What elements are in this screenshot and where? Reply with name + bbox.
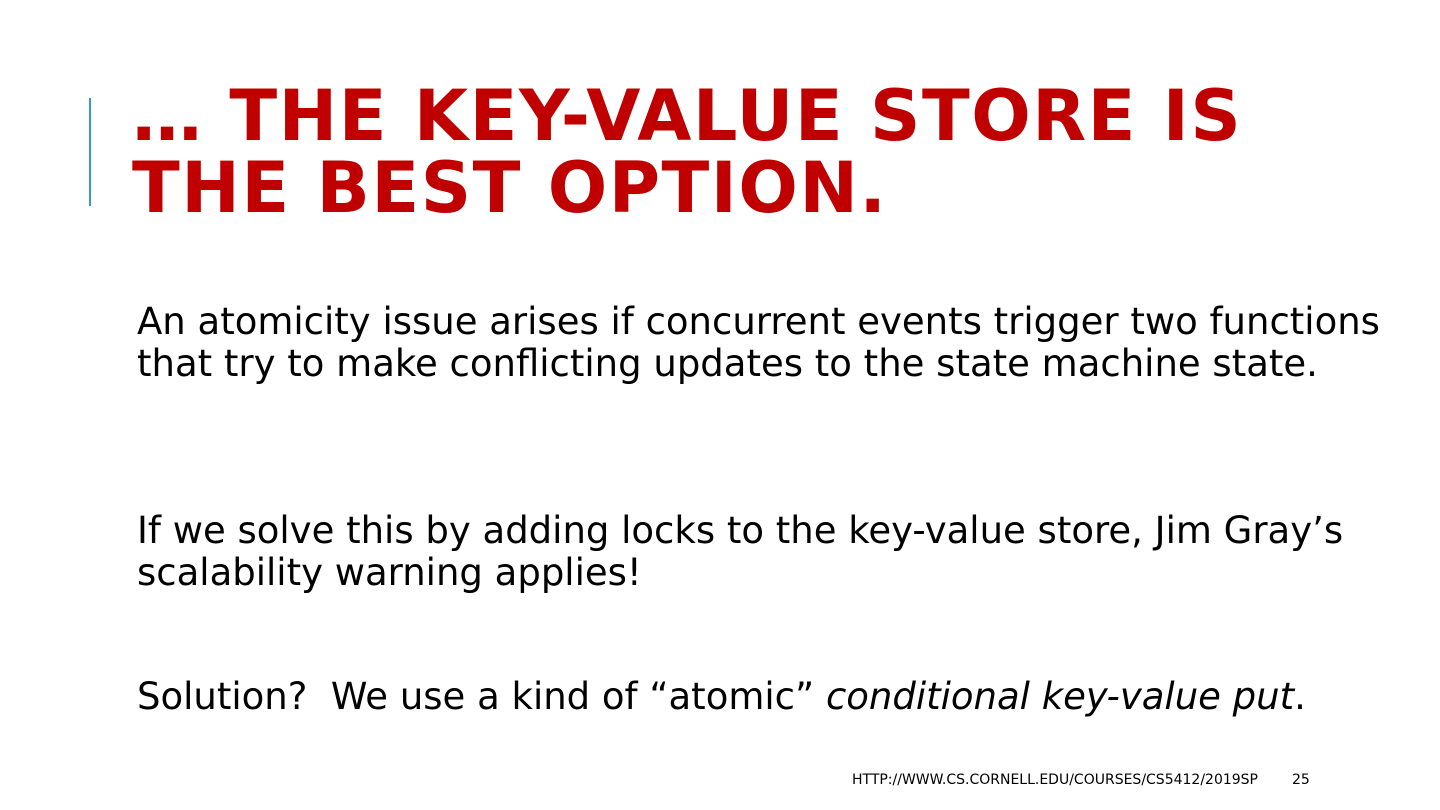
solution-period: . xyxy=(1294,675,1306,718)
footer-url: HTTP://WWW.CS.CORNELL.EDU/COURSES/CS5412/2019SP xyxy=(851,772,1258,788)
solution-text: Solution? We use a kind of “atomic” xyxy=(137,675,826,718)
solution-italic-term: conditional key-value put xyxy=(825,675,1295,718)
paragraph-solution xyxy=(137,676,1427,718)
slide-title: … THE KEY-VALUE STORE IS THE BEST OPTION. xyxy=(132,75,1243,229)
page-number: 25 xyxy=(1292,772,1310,788)
paragraph-atomicity-issue: An atomicity issue arises if concurrent events trigger two functions that try to make conflicting updates to the state machine state. xyxy=(137,300,1380,385)
title-accent-bar xyxy=(89,98,91,206)
paragraph-locks-warning: If we solve this by adding locks to the key-value store, Jim Gray’s scalability warning applies! xyxy=(137,509,1344,594)
